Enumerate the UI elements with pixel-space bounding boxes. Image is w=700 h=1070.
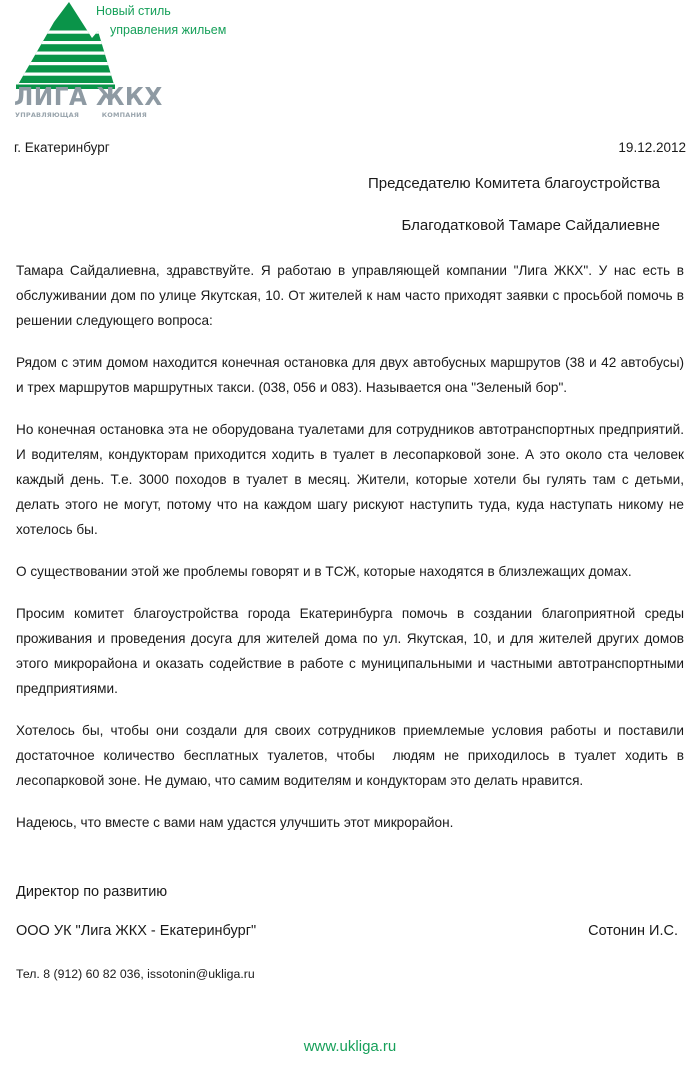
footer-website-link[interactable]: www.ukliga.ru [303,1038,397,1055]
signatory-contact: Тел. 8 (912) 60 82 036, issotonin@ukliga.ru [16,967,255,981]
signatory-company: ООО УК "Лига ЖКХ - Екатеринбург" [16,923,257,939]
letter-date: 19.12.2012 [618,140,686,155]
letter-paragraph: Надеюсь, что вместе с вами нам удастся улучшить этот микрорайон. [16,815,454,830]
addressee-block [0,174,660,236]
logo-wordmark: ЛИГА ЖКХ [14,82,163,111]
letter-paragraph: Но конечная остановка эта не оборудована туалетами для сотрудников автотранспортных предприятий. И водителям, кондукторам приходится ходить в туалет в лесопарковой зоне. А это около ста человек каждый день. Т.е. 3000 походов в туалет в месяц. Жители, которые хотели бы гулять там с детьми, делать этого не могут, потому что на каждом шагу рискуют наступить туда, куда наступать никому не хотелось бы. [16,422,688,537]
addressee-line-2: Благодатковой Тамаре Сайдалиевне [401,217,660,234]
letter-body [16,258,688,835]
logo-subwords [15,111,147,119]
signatory-role: Директор по развитию [16,884,168,900]
letter-meta-row [14,140,686,162]
letter-paragraph: Хотелось бы, чтобы они создали для своих сотрудников приемлемые условия работы и поставили достаточное количество бесплатных туалетов, чтобы людям не приходилось в туалет ходить в лесопарковой зоне. Не думаю, что самим водителям и кондукторам это делать нравится. [16,723,688,788]
addressee-line-1: Председателю Комитета благоустройства [367,175,660,192]
company-tagline [96,2,226,40]
letterhead [0,0,700,140]
logo-subword-left: УПРАВЛЯЮЩАЯ [15,111,80,119]
letter-paragraph: О существовании этой же проблемы говорят и в ТСЖ, которые находятся в близлежащих домах. [16,564,632,579]
letter-paragraph: Просим комитет благоустройства города Екатеринбурга помочь в создании благоприятной среды проживания и проведения досуга для жителей дома по ул. Якутская, 10, и для жителей других домов этого микрорайона и оказать содействие в работе с муниципальными и частными автотранспортными предприятиями. [16,606,688,696]
tagline-line-1: Новый стиль [96,4,171,18]
letter-paragraph: Рядом с этим домом находится конечная остановка для двух автобусных маршрутов (38 и 42 автобусы) и трех маршрутов маршрутных такси. (038, 056 и 083). Называется она "Зеленый бор". [16,355,688,395]
signature-row [16,923,684,945]
logo-subword-right: КОМПАНИЯ [101,111,147,119]
letter-paragraph: Тамара Сайдалиевна, здравствуйте. Я работаю в управляющей компании "Лига ЖКХ". У нас есть в обслуживании дом по улице Якутская, 10. От жителей к нам часто приходят заявки с просьбой помочь в решении следующего вопроса: [16,263,688,328]
signatory-name: Сотонин И.С. [588,923,678,939]
signature-block [16,881,684,983]
footer [0,1038,700,1056]
tagline-line-2: управления жильем [110,23,227,37]
letter-city: г. Екатеринбург [14,140,110,155]
